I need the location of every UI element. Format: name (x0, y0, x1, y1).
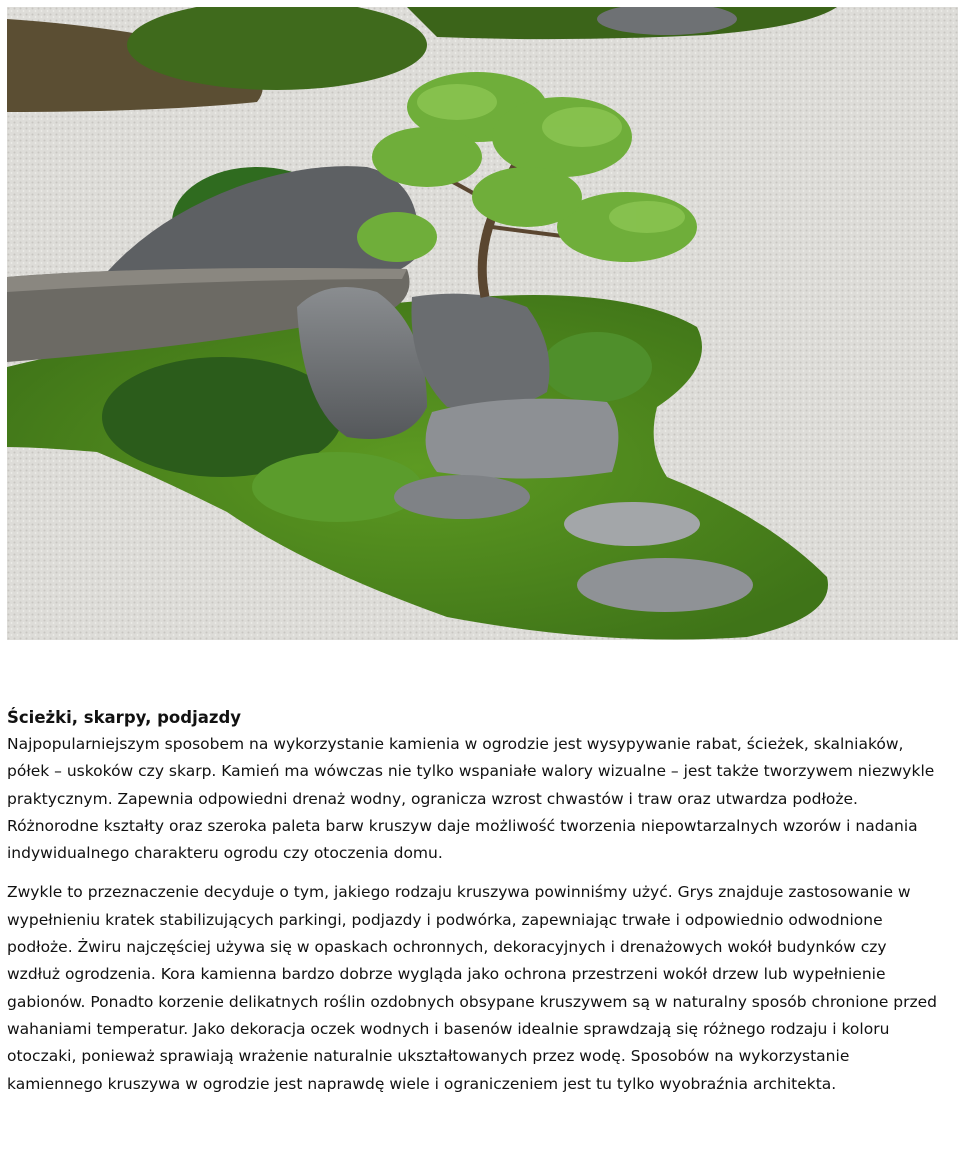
zen-garden-photo (7, 7, 958, 640)
section-heading: Ścieżki, skarpy, podjazdy (7, 708, 242, 727)
paragraph-1: Najpopularniejszym sposobem na wykorzystanie kamienia w ogrodzie jest wysypywanie rabat, ścieżek, skalniaków, półek – uskoków czy skarp. Kamień ma wówczas nie tylko wspaniałe walory wizualne – jest także tworzywem niezwykle praktycznym. Zapewnia odpowiedni drenaż wodny, ogranicza wzrost chwastów i traw oraz utwardza podłoże. Różnorodne kształty oraz szeroka paleta barw kruszyw daje możliwość tworzenia niepowtarzalnych wzorów i nadania indywidualnego charakteru ogrodu czy otoczenia domu. (7, 735, 935, 863)
paragraph-2: Zwykle to przeznaczenie decyduje o tym, jakiego rodzaju kruszywa powinniśmy użyć. Grys znajduje zastosowanie w wypełnieniu kratek stabilizujących parkingi, podjazdy i podwórka, zapewniając trwałe i odpowiednio odwodnione podłoże. Żwiru najczęściej używa się w opaskach ochronnych, dekoracyjnych i drenażowych wokół budynków czy wzdłuż ogrodzenia. Kora kamienna bardzo dobrze wygląda jako ochrona przestrzeni wokół drzew lub wypełnienie gabionów. Ponadto korzenie delikatnych roślin ozdobnych obsypane kruszywem są w naturalny sposób chronione przed wahaniami temperatur. Jako dekoracja oczek wodnych i basenów idealnie sprawdzają się różnego rodzaju i koloru otoczaki, ponieważ sprawiają wrażenie naturalnie ukształtowanych przez wodę. Sposobów na wykorzystanie kamiennego kruszywa w ogrodzie jest naprawdę wiele i ograniczeniem jest tu tylko wyobraźnia architekta. (7, 883, 938, 1093)
article (7, 706, 942, 1098)
